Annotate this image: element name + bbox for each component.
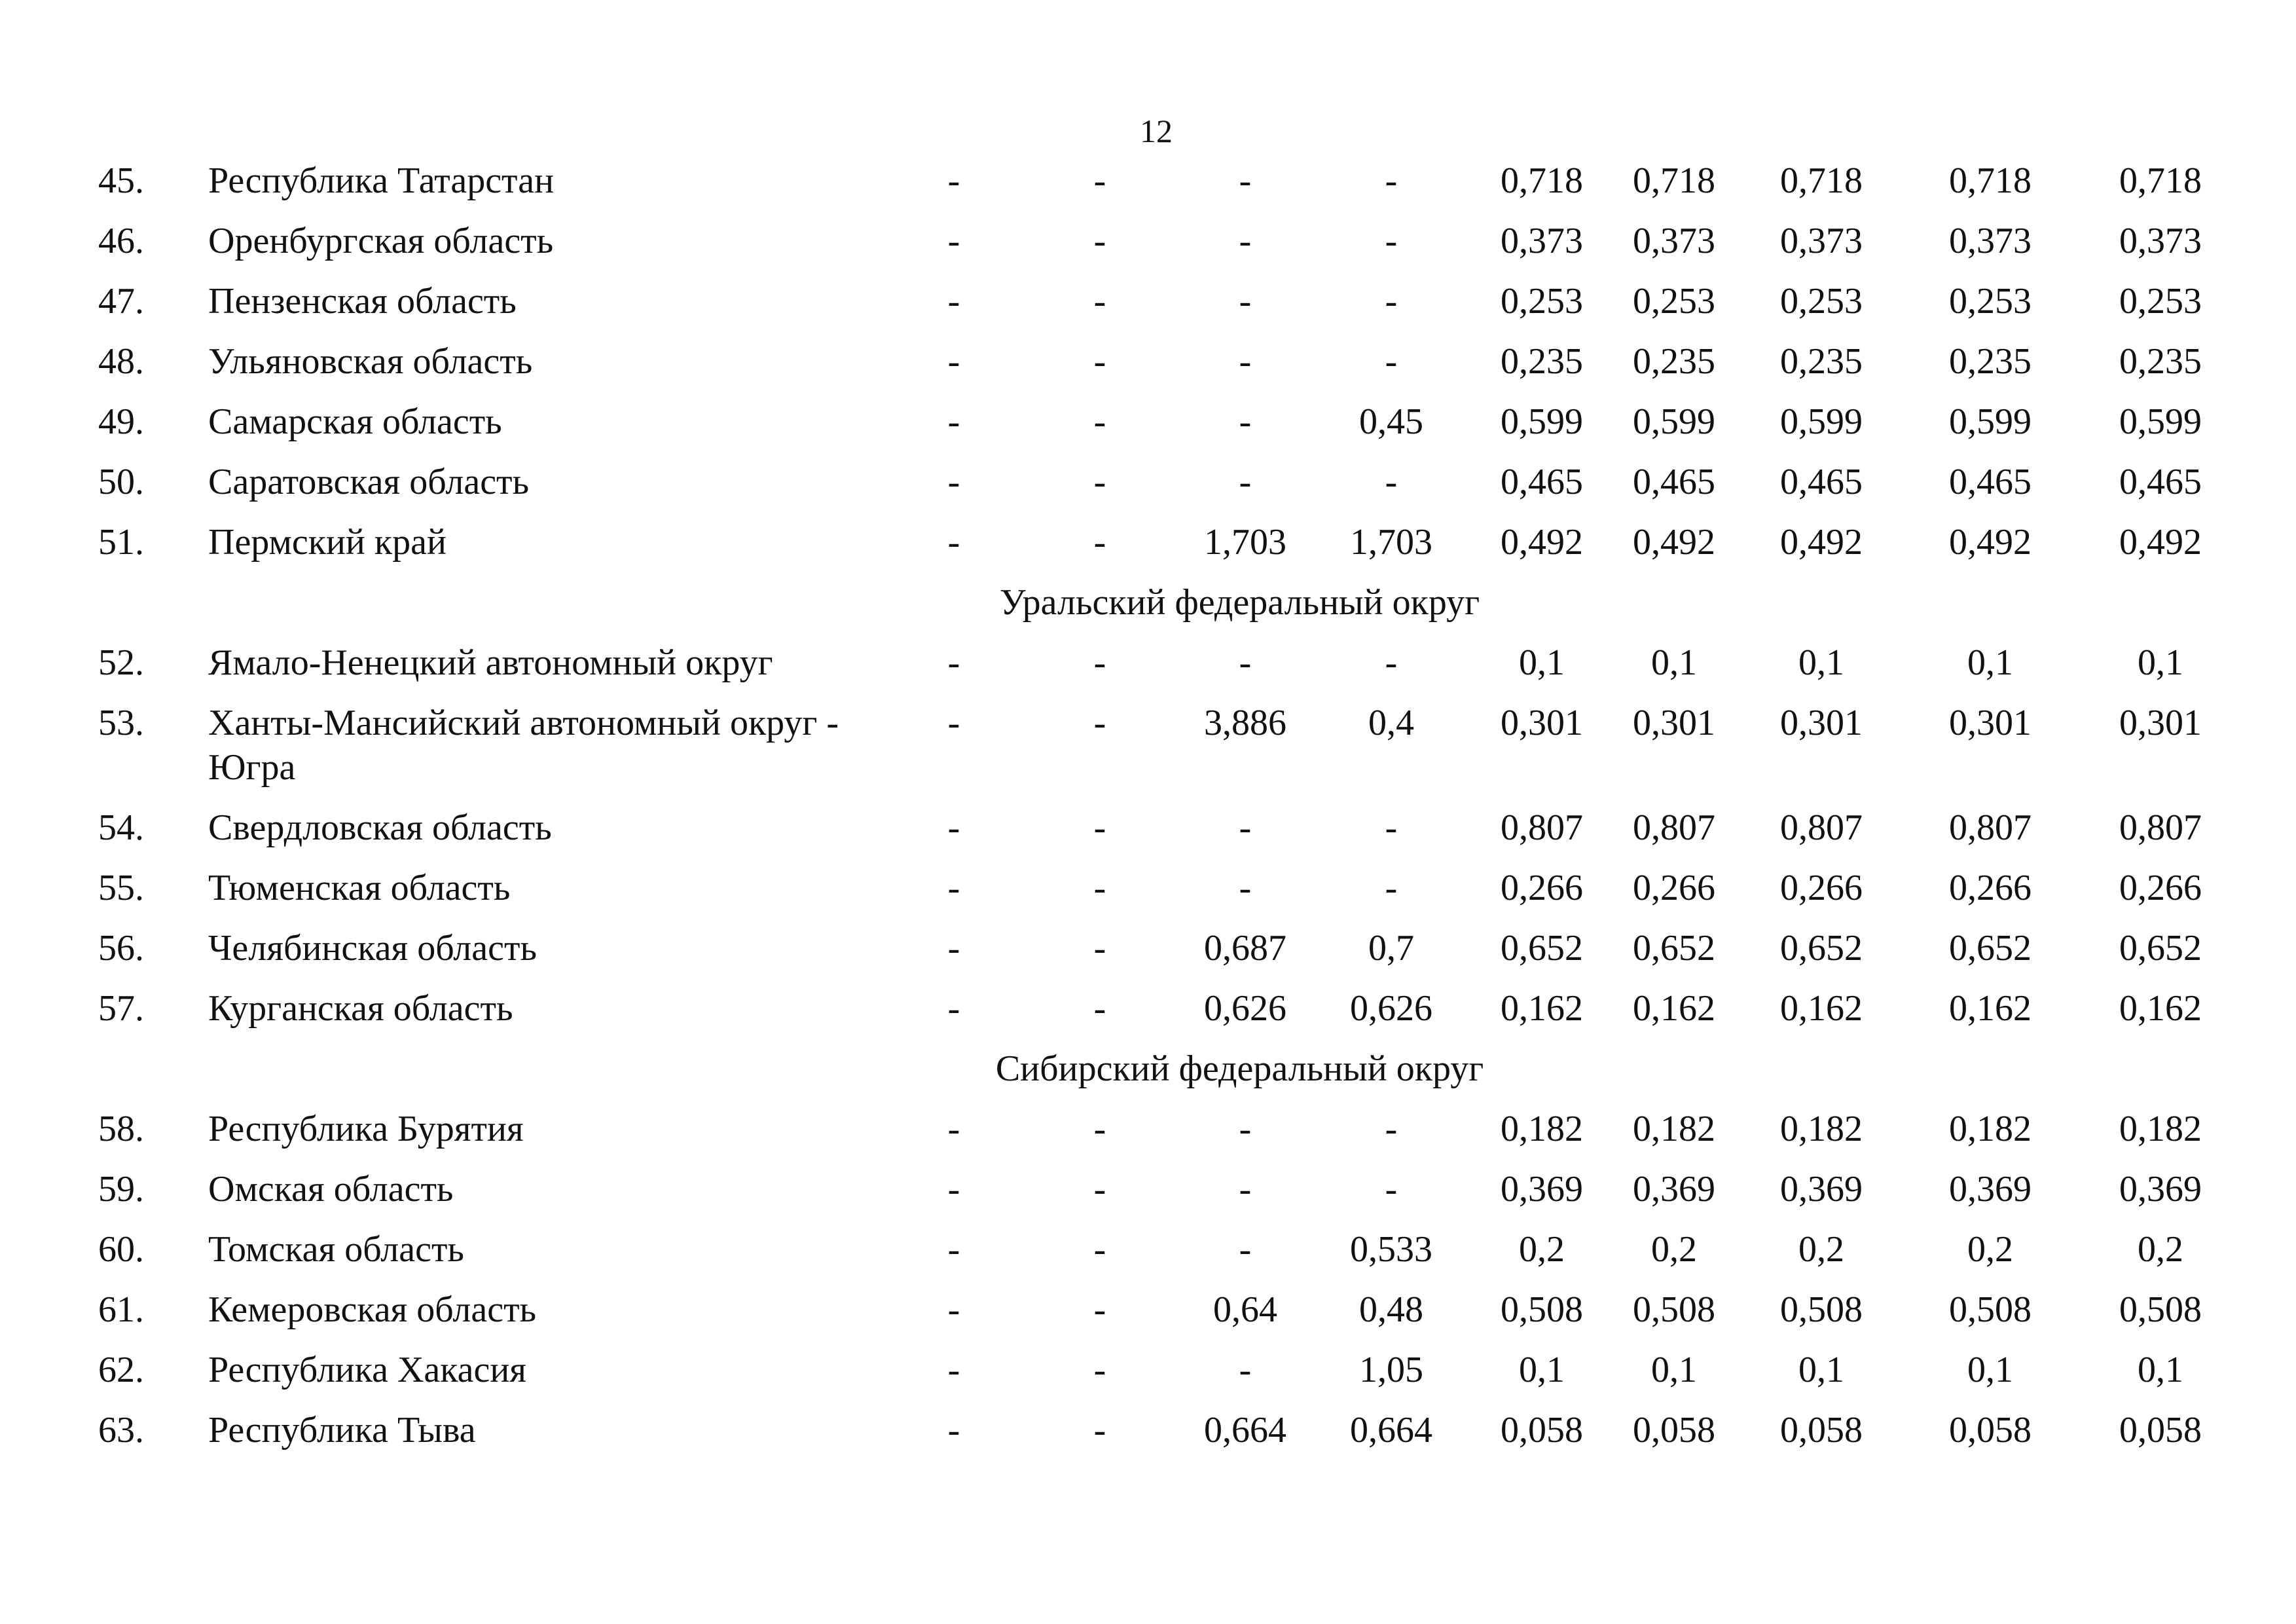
value-cell: - — [947, 160, 960, 201]
value-cell: 0,807 — [1501, 807, 1583, 848]
value-cell: 0,508 — [1949, 1289, 2032, 1330]
value-cell: 0,807 — [1949, 807, 2032, 848]
region-name: Ульяновская область — [208, 341, 533, 382]
value-cell: - — [1385, 1109, 1398, 1149]
value-cell: 0,718 — [1633, 160, 1715, 201]
region-name: Республика Бурятия — [208, 1109, 524, 1149]
value-cell: - — [1239, 462, 1252, 502]
value-cell: 1,703 — [1204, 522, 1286, 563]
value-cell: 0,64 — [1213, 1289, 1277, 1330]
value-cell: 0,492 — [1633, 522, 1715, 563]
value-cell: - — [947, 522, 960, 563]
row-number: 50. — [98, 462, 144, 502]
value-cell: - — [1093, 281, 1106, 322]
value-cell: - — [1093, 462, 1106, 502]
table-row — [0, 640, 2296, 701]
value-cell: 0,266 — [1633, 868, 1715, 908]
table-row — [0, 1167, 2296, 1227]
value-cell: 0,492 — [1780, 522, 1863, 563]
page-number: 12 — [1140, 113, 1173, 149]
value-cell: 0,807 — [2119, 807, 2202, 848]
value-cell: 0,1 — [1967, 642, 2013, 683]
value-cell: 0,182 — [1780, 1109, 1863, 1149]
row-number: 47. — [98, 281, 144, 322]
value-cell: 0,182 — [1501, 1109, 1583, 1149]
value-cell: 0,664 — [1204, 1410, 1286, 1450]
table-row — [0, 460, 2296, 520]
value-cell: 0,235 — [1501, 341, 1583, 382]
table-row — [0, 1287, 2296, 1348]
value-cell: 0,253 — [1633, 281, 1715, 322]
table-row — [0, 158, 2296, 219]
table-row — [0, 399, 2296, 460]
value-cell: - — [1385, 1169, 1398, 1209]
value-cell: - — [947, 401, 960, 442]
value-cell: - — [1093, 1350, 1106, 1390]
table-row — [0, 701, 2296, 805]
value-cell: 0,1 — [2138, 642, 2183, 683]
value-cell: - — [1385, 341, 1398, 382]
value-cell: 0,162 — [1949, 988, 2032, 1029]
value-cell: 0,058 — [1780, 1410, 1863, 1450]
value-cell: 0,2 — [1519, 1229, 1565, 1270]
value-cell: 0,266 — [2119, 868, 2202, 908]
value-cell: 0,253 — [1949, 281, 2032, 322]
value-cell: - — [1093, 807, 1106, 848]
region-name: Курганская область — [208, 988, 513, 1029]
region-name: Оренбургская область — [208, 221, 554, 261]
value-cell: - — [947, 1229, 960, 1270]
value-cell: 0,652 — [1780, 928, 1863, 969]
value-cell: - — [1093, 221, 1106, 261]
value-cell: - — [1093, 341, 1106, 382]
value-cell: - — [1239, 868, 1252, 908]
value-cell: 0,465 — [1633, 462, 1715, 502]
value-cell: 0,253 — [1780, 281, 1863, 322]
value-cell: 0,1 — [1651, 1350, 1697, 1390]
value-cell: 0,2 — [2138, 1229, 2183, 1270]
value-cell: 0,182 — [2119, 1109, 2202, 1149]
value-cell: - — [1385, 868, 1398, 908]
value-cell: 0,508 — [1780, 1289, 1863, 1330]
region-name: Кемеровская область — [208, 1289, 537, 1330]
value-cell: 0,369 — [2119, 1169, 2202, 1209]
value-cell: 0,373 — [1501, 221, 1583, 261]
value-cell: - — [947, 868, 960, 908]
value-cell: 0,266 — [1501, 868, 1583, 908]
value-cell: 0,058 — [1949, 1410, 2032, 1450]
table-row — [0, 926, 2296, 986]
value-cell: - — [947, 1289, 960, 1330]
value-cell: - — [1239, 281, 1252, 322]
table-row — [0, 219, 2296, 279]
region-name: Тюменская область — [208, 868, 511, 908]
row-number: 48. — [98, 341, 144, 382]
value-cell: - — [1093, 988, 1106, 1029]
value-cell: 0,253 — [2119, 281, 2202, 322]
value-cell: 0,235 — [1949, 341, 2032, 382]
table-row — [0, 339, 2296, 399]
value-cell: 0,182 — [1949, 1109, 2032, 1149]
value-cell: 0,162 — [1501, 988, 1583, 1029]
value-cell: 0,369 — [1633, 1169, 1715, 1209]
value-cell: - — [947, 1350, 960, 1390]
section-heading: Сибирский федеральный округ — [995, 1048, 1484, 1089]
value-cell: 0,058 — [1633, 1410, 1715, 1450]
value-cell: - — [1385, 807, 1398, 848]
value-cell: 0,369 — [1949, 1169, 2032, 1209]
value-cell: 0,301 — [1633, 703, 1715, 743]
value-cell: 0,301 — [1949, 703, 2032, 743]
value-cell: 0,253 — [1501, 281, 1583, 322]
value-cell: - — [947, 221, 960, 261]
value-cell: 0,652 — [1949, 928, 2032, 969]
value-cell: - — [1385, 642, 1398, 683]
value-cell: 0,2 — [1651, 1229, 1697, 1270]
value-cell: - — [1093, 1169, 1106, 1209]
value-cell: 0,301 — [1501, 703, 1583, 743]
value-cell: - — [1093, 703, 1106, 743]
table-row — [0, 986, 2296, 1046]
region-name: Саратовская область — [208, 462, 530, 502]
value-cell: 0,373 — [1780, 221, 1863, 261]
value-cell: 0,373 — [1949, 221, 2032, 261]
value-cell: 1,703 — [1350, 522, 1432, 563]
region-name: Свердловская область — [208, 807, 552, 848]
value-cell: 0,301 — [2119, 703, 2202, 743]
value-cell: 0,301 — [1780, 703, 1863, 743]
value-cell: - — [1093, 1289, 1106, 1330]
value-cell: 0,1 — [1651, 642, 1697, 683]
value-cell: - — [1093, 1410, 1106, 1450]
row-number: 59. — [98, 1169, 144, 1209]
value-cell: - — [947, 281, 960, 322]
value-cell: 0,1 — [1798, 1350, 1844, 1390]
region-name: Омская область — [208, 1169, 454, 1209]
value-cell: - — [1093, 642, 1106, 683]
value-cell: - — [1093, 160, 1106, 201]
value-cell: 0,465 — [1780, 462, 1863, 502]
value-cell: - — [1239, 401, 1252, 442]
value-cell: 0,266 — [1949, 868, 2032, 908]
value-cell: - — [1385, 281, 1398, 322]
value-cell: - — [1385, 160, 1398, 201]
row-number: 54. — [98, 807, 144, 848]
region-name: Самарская область — [208, 401, 502, 442]
region-name: Республика Тыва — [208, 1410, 476, 1450]
region-name: Республика Хакасия — [208, 1350, 527, 1390]
value-cell: - — [947, 341, 960, 382]
value-cell: - — [1239, 642, 1252, 683]
value-cell: 0,373 — [2119, 221, 2202, 261]
value-cell: - — [947, 462, 960, 502]
value-cell: 0,1 — [1967, 1350, 2013, 1390]
value-cell: 0,162 — [2119, 988, 2202, 1029]
value-cell: 0,533 — [1350, 1229, 1432, 1270]
row-number: 57. — [98, 988, 144, 1029]
value-cell: 0,235 — [2119, 341, 2202, 382]
region-name: Челябинская область — [208, 928, 537, 969]
value-cell: - — [1093, 522, 1106, 563]
value-cell: 0,599 — [1780, 401, 1863, 442]
value-cell: - — [947, 1169, 960, 1209]
value-cell: 0,664 — [1350, 1410, 1432, 1450]
value-cell: - — [1093, 928, 1106, 969]
value-cell: 0,718 — [1780, 160, 1863, 201]
value-cell: - — [1093, 401, 1106, 442]
value-cell: 0,1 — [2138, 1350, 2183, 1390]
value-cell: - — [1093, 1109, 1106, 1149]
value-cell: - — [1385, 462, 1398, 502]
value-cell: 0,45 — [1359, 401, 1423, 442]
row-number: 63. — [98, 1410, 144, 1450]
value-cell: 0,687 — [1204, 928, 1286, 969]
value-cell: 1,05 — [1359, 1350, 1423, 1390]
row-number: 56. — [98, 928, 144, 969]
value-cell: 0,652 — [1633, 928, 1715, 969]
value-cell: 0,369 — [1780, 1169, 1863, 1209]
table-row — [0, 1408, 2296, 1468]
value-cell: 0,058 — [2119, 1410, 2202, 1450]
row-number: 61. — [98, 1289, 144, 1330]
value-cell: - — [947, 642, 960, 683]
value-cell: - — [1239, 1109, 1252, 1149]
region-name: Пензенская область — [208, 281, 517, 322]
value-cell: 0,599 — [2119, 401, 2202, 442]
value-cell: 0,599 — [1501, 401, 1583, 442]
table-row — [0, 279, 2296, 339]
value-cell: 0,492 — [2119, 522, 2202, 563]
value-cell: 0,508 — [1501, 1289, 1583, 1330]
value-cell: 0,626 — [1204, 988, 1286, 1029]
value-cell: 0,465 — [2119, 462, 2202, 502]
value-cell: 0,492 — [1949, 522, 2032, 563]
value-cell: 0,235 — [1633, 341, 1715, 382]
value-cell: 0,652 — [2119, 928, 2202, 969]
value-cell: 0,599 — [1633, 401, 1715, 442]
value-cell: - — [1239, 221, 1252, 261]
value-cell: - — [1239, 1350, 1252, 1390]
section-heading: Уральский федеральный округ — [999, 582, 1480, 623]
table-row — [0, 1107, 2296, 1167]
value-cell: - — [947, 928, 960, 969]
value-cell: 0,718 — [1949, 160, 2032, 201]
value-cell: 0,718 — [2119, 160, 2202, 201]
row-number: 58. — [98, 1109, 144, 1149]
value-cell: - — [947, 1410, 960, 1450]
region-name: Пермский край — [208, 522, 446, 563]
value-cell: 0,266 — [1780, 868, 1863, 908]
row-number: 62. — [98, 1350, 144, 1390]
region-name: Республика Татарстан — [208, 160, 555, 201]
table-row — [0, 520, 2296, 580]
value-cell: 0,807 — [1780, 807, 1863, 848]
value-cell: 0,492 — [1501, 522, 1583, 563]
region-name: Ямало-Ненецкий автономный округ — [208, 642, 773, 683]
value-cell: 0,1 — [1798, 642, 1844, 683]
value-cell: 0,1 — [1519, 642, 1565, 683]
value-cell: 0,4 — [1368, 703, 1414, 743]
value-cell: 0,369 — [1501, 1169, 1583, 1209]
value-cell: 0,465 — [1501, 462, 1583, 502]
value-cell: 0,162 — [1633, 988, 1715, 1029]
value-cell: 0,182 — [1633, 1109, 1715, 1149]
value-cell: - — [1093, 1229, 1106, 1270]
value-cell: 0,807 — [1633, 807, 1715, 848]
value-cell: 0,235 — [1780, 341, 1863, 382]
row-number: 55. — [98, 868, 144, 908]
value-cell: - — [1239, 1169, 1252, 1209]
row-number: 53. — [98, 703, 144, 743]
value-cell: 0,2 — [1798, 1229, 1844, 1270]
value-cell: 0,626 — [1350, 988, 1432, 1029]
value-cell: 0,508 — [2119, 1289, 2202, 1330]
value-cell: 0,7 — [1368, 928, 1414, 969]
row-number: 60. — [98, 1229, 144, 1270]
table-row — [0, 1348, 2296, 1408]
value-cell: 0,465 — [1949, 462, 2032, 502]
value-cell: 0,1 — [1519, 1350, 1565, 1390]
value-cell: 0,48 — [1359, 1289, 1423, 1330]
value-cell: 0,2 — [1967, 1229, 2013, 1270]
value-cell: 0,718 — [1501, 160, 1583, 201]
value-cell: 0,058 — [1501, 1410, 1583, 1450]
value-cell: 0,599 — [1949, 401, 2032, 442]
table-row — [0, 866, 2296, 926]
value-cell: 0,508 — [1633, 1289, 1715, 1330]
value-cell: 0,652 — [1501, 928, 1583, 969]
table-row — [0, 1227, 2296, 1287]
region-name: Томская область — [208, 1229, 464, 1270]
value-cell: - — [947, 988, 960, 1029]
value-cell: - — [1239, 807, 1252, 848]
region-name: Ханты-Мансийский автономный округ - Югра — [208, 703, 839, 788]
row-number: 46. — [98, 221, 144, 261]
value-cell: - — [947, 1109, 960, 1149]
value-cell: - — [1239, 341, 1252, 382]
value-cell: - — [947, 703, 960, 743]
value-cell: - — [1093, 868, 1106, 908]
row-number: 49. — [98, 401, 144, 442]
value-cell: - — [947, 807, 960, 848]
table-row — [0, 805, 2296, 866]
value-cell: 0,373 — [1633, 221, 1715, 261]
value-cell: - — [1239, 1229, 1252, 1270]
value-cell: 3,886 — [1204, 703, 1286, 743]
value-cell: - — [1239, 160, 1252, 201]
value-cell: 0,162 — [1780, 988, 1863, 1029]
row-number: 51. — [98, 522, 144, 563]
row-number: 45. — [98, 160, 144, 201]
row-number: 52. — [98, 642, 144, 683]
value-cell: - — [1385, 221, 1398, 261]
